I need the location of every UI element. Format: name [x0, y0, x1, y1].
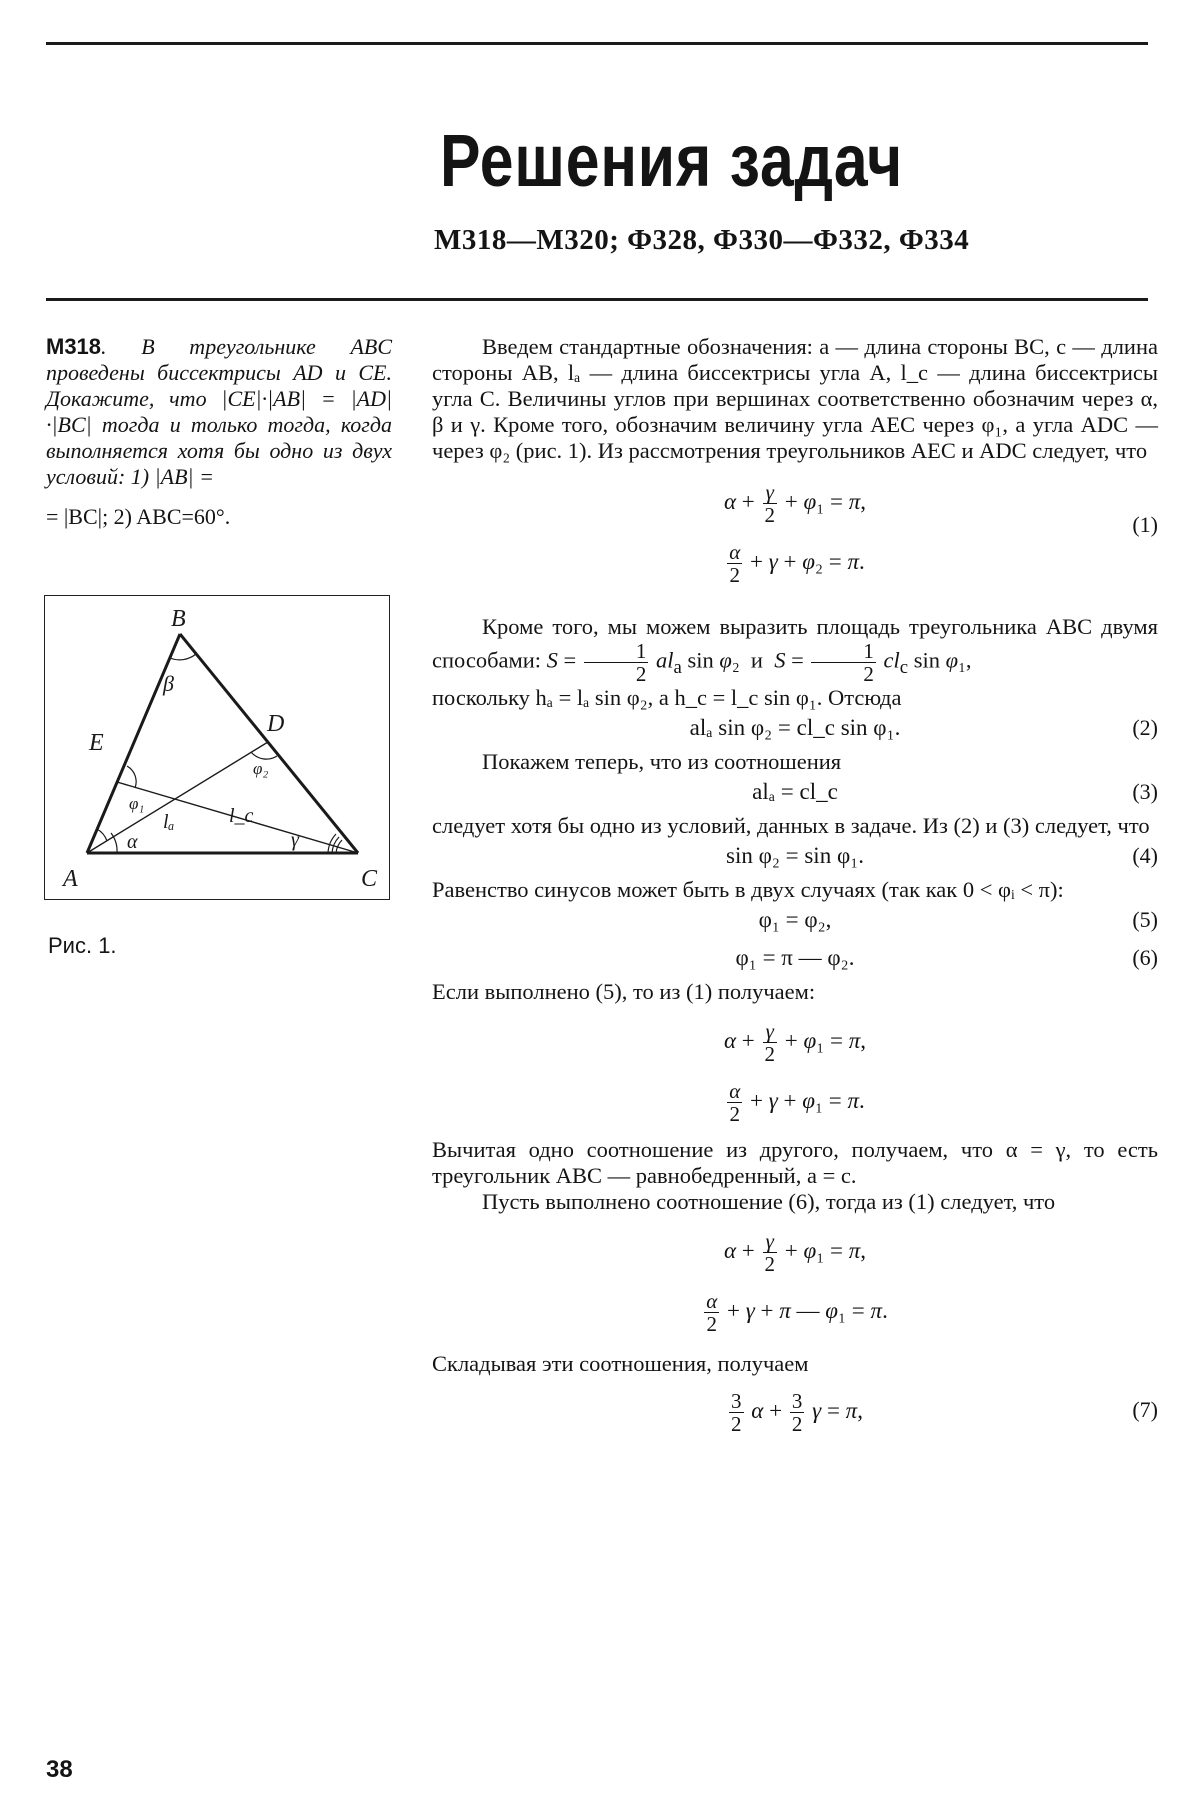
angle-label-phi2: φ₂	[253, 759, 269, 778]
figure-caption: Рис. 1.	[48, 933, 117, 958]
equation-line: α + $\frac{\gamma}{2}$ + φ₁ = π,	[723, 480, 867, 528]
paragraph-sum: Складывая эти соотношения, получаем	[432, 1351, 809, 1376]
vertex-label-a: A	[63, 866, 78, 892]
problem-statement	[46, 334, 392, 530]
bisector-ad	[87, 742, 268, 853]
vertex-label-c: C	[361, 866, 378, 892]
section-rule	[46, 298, 1148, 301]
paragraph-case5: Если выполнено (5), то из (1) получаем:	[432, 979, 816, 1004]
paragraph-case6: Пусть выполнено соотношение (6), тогда из (1) следует, что	[482, 1189, 1056, 1214]
angle-arc-a2	[97, 829, 107, 841]
equation-3: alₐ = cl_c (3)	[752, 779, 1158, 804]
equation-line: $\frac{3}{2}$ α + $\frac{3}{2}$ γ = π,	[731, 1389, 863, 1437]
paragraph-isosceles: Вычитая одно соотношение из другого, получаем, что α = γ, то есть треугольник ABC — равнобедренный, a = c.	[432, 1137, 1158, 1188]
equation-line: α + $\frac{\gamma}{2}$ + φ₁ = π,	[723, 1019, 867, 1067]
angle-label-phi1: φ₁	[129, 794, 145, 813]
segment-label-la: lₐ	[163, 811, 175, 833]
vertex-label-d: D	[267, 711, 285, 737]
triangle-figure	[44, 595, 390, 900]
equation-line: $\frac{\alpha}{2}$ + γ + φ₂ = π.	[729, 540, 865, 588]
problem-conditions: = |BC|; 2) ABC=60°.	[46, 504, 231, 529]
problem-text: . В треугольнике ABC проведены биссектрисы AD и CE. Докажите, что |CE|·|AB| = |AD|·|BC| тогда и только тогда, когда выполняется хотя бы одно из двух условий: 1) |AB| =	[46, 334, 392, 489]
paragraph-show: Покажем теперь, что из соотношения	[482, 749, 842, 774]
page-subtitle: М318—М320; Ф328, Ф330—Ф332, Ф334	[434, 224, 970, 256]
equation-system-case5	[432, 1011, 1158, 1131]
page-number: 38	[46, 1756, 73, 1783]
page-title: Решения задач	[440, 119, 904, 202]
equation-system-case6	[432, 1221, 1158, 1341]
paragraph-follows: следует хотя бы одно из условий, данных в задаче. Из (2) и (3) следует, что	[432, 813, 1150, 838]
equation-number: (1)	[1132, 512, 1158, 537]
equation-line: α + $\frac{\gamma}{2}$ + φ₁ = π,	[723, 1229, 867, 1277]
vertex-label-b: B	[171, 606, 186, 632]
equation-6: φ₁ = π — φ₂. (6)	[735, 945, 1158, 970]
equation-number: (7)	[1132, 1397, 1158, 1422]
solution-text	[432, 334, 1158, 1441]
equation-system-1	[432, 472, 1158, 592]
equation-line: $\frac{\alpha}{2}$ + γ + π — φ₁ = π.	[706, 1289, 888, 1337]
triangle-diagram	[45, 596, 389, 899]
equation-5: φ₁ = φ₂, (5)	[758, 907, 1158, 932]
equation-7	[432, 1381, 1158, 1441]
angle-label-gamma: γ	[291, 829, 299, 851]
angle-arc-b	[170, 654, 196, 660]
vertex-label-e: E	[89, 730, 104, 756]
top-rule	[46, 42, 1148, 45]
angle-label-beta: β	[163, 671, 174, 696]
segment-label-lc: l_c	[229, 805, 254, 827]
paragraph-notation: Введем стандартные обозначения: a — длина стороны BC, c — длина стороны AB, lₐ — длина биссектрисы угла A, l_c — длина биссектрисы угла C. Величины углов при вершинах соответственно обозначим через α, β и γ. Кроме того, обозначим величину угла AEC через φ₁, а угла ADC — через φ₂ (рис. 1). Из рассмотрения треугольников AEC и ADC следует, что	[432, 334, 1158, 463]
equation-4: sin φ₂ = sin φ₁. (4)	[726, 843, 1158, 868]
problem-label: М318	[46, 334, 102, 359]
equation-line: $\frac{\alpha}{2}$ + γ + φ₁ = π.	[729, 1079, 865, 1127]
angle-label-alpha: α	[127, 831, 138, 853]
paragraph-sines: Равенство синусов может быть в двух случаях (так как 0 < φᵢ < π):	[432, 877, 1064, 902]
paragraph-area: Кроме того, мы можем выразить площадь треугольника ABC двумя способами: S = $\frac{1}{2}$ $al_a$ sin φ₂ и S = $\frac{1}{2}$ $cl_c$ sin φ₁,	[432, 614, 1158, 686]
paragraph-heights: поскольку hₐ = lₐ sin φ₂, а h_c = l_c sin φ₁. Отсюда	[432, 685, 902, 710]
side-bc	[180, 634, 358, 853]
equation-2: alₐ sin φ₂ = cl_c sin φ₁. (2)	[689, 715, 1158, 740]
